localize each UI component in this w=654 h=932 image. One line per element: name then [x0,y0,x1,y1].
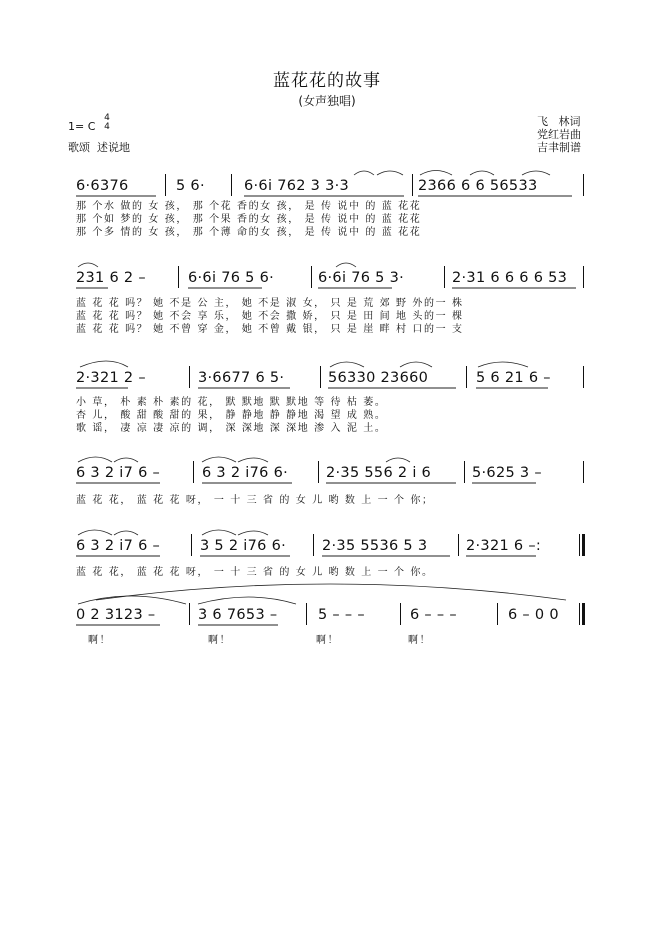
measure-r3-m1: 2·321 2 – [76,370,146,386]
barline [231,174,232,196]
barline [583,266,584,288]
song-subtitle: (女声独唱) [298,94,356,108]
barline [178,266,179,288]
barline [313,534,314,556]
measure-r6-m5: 6 – 0 0 [508,607,559,623]
measure-r1-m3: 6·6i 762 3 3·3 [244,178,350,194]
barline [583,366,584,388]
lyric-r2-v1: 蓝 花 花 吗？ 她 不是 公 主， 她 不是 淑 女， 只 是 荒 郊 野 外的一 株 [76,298,464,309]
slur [522,171,550,175]
lyric-r1-v1: 那 个水 做的 女 孩， 那 个花 香的女 孩， 是 传 说中 的 蓝 花花 [76,201,422,212]
measure-r5-m4: 2·321 6 –: [466,538,542,554]
time-signature [102,114,112,132]
slur [478,362,528,367]
slur [377,171,403,175]
slur [238,531,268,535]
barline [458,534,459,556]
slur [78,530,112,535]
slur [78,596,186,604]
measure-r2-m4: 2·31 6 6 6 6 53 [452,270,568,286]
measure-r2-m2: 6·6i 76 5 6· [188,270,275,286]
lyric-r6-ah-1: 啊！ [88,635,112,646]
slur [78,263,98,267]
barline [579,603,580,625]
measure-r4-m2: 6 3 2 i76 6· [202,465,289,481]
barline [583,461,584,483]
song-title: 蓝花花的故事 [273,71,381,91]
measure-r6-m2: 3 6 7653 – [198,607,278,623]
key-signature: 1= C [68,120,96,133]
measure-r5-m2: 3 5 2 i76 6· [200,538,287,554]
slur [336,263,356,267]
measure-r3-m3: 56330 23660 [328,370,429,386]
lyric-r6-ah-4: 啊！ [408,635,432,646]
barline [497,603,498,625]
measure-r5-m3: 2·35 5536 5 3 [322,538,428,554]
measure-r1-m1: 6·6376 [76,178,129,194]
barline [583,174,584,196]
measure-r1-m2: 5 6· [176,178,205,194]
measure-r3-m4: 5 6 21 6 – [476,370,551,386]
lyric-r2-v2: 蓝 花 花 吗？ 她 不会 享 乐， 她 不会 撒 娇， 只 是 田 间 地 头的一 棵 [76,311,464,322]
barline [579,534,580,556]
lyric-r6-ah-3: 啊！ [316,635,340,646]
barline [466,366,467,388]
lyric-r5-v1: 蓝 花 花， 蓝 花 花 呀， 一 十 三 省 的 女 儿 哟 数 上 一 个 你。 [76,567,434,578]
lyric-r1-v2: 那 个如 梦的 女 孩， 那 个果 香的女 孩， 是 传 说中 的 蓝 花花 [76,214,422,225]
measure-r6-m3: 5 – – – [318,607,365,623]
slur [114,458,138,462]
lyricist-credit: 飞 林词 [537,115,581,128]
lyric-r4-v1: 蓝 花 花， 蓝 花 花 呀， 一 十 三 省 的 女 儿 哟 数 上 一 个 你； [76,495,434,506]
slur [386,458,410,462]
slur [80,361,128,367]
slur [96,584,566,600]
lyric-r1-v3: 那 个多 情的 女 孩， 那 个薄 命的女 孩， 是 传 说中 的 蓝 花花 [76,227,422,238]
barline [320,366,321,388]
barline [189,603,190,625]
barline [193,461,194,483]
slur [114,531,138,535]
barline [400,603,401,625]
measure-r4-m4: 5·625 3 – [472,465,542,481]
slur [354,171,374,175]
measure-r2-m1: 231 6 2 – [76,270,146,286]
time-signature-top: 4 [104,113,110,123]
measure-r6-m1: 0 2 3123 – [76,607,156,623]
lyric-r3-v1: 小 草， 朴 素 朴 素的 花， 默 默地 默 默地 等 待 枯 萎。 [76,397,387,408]
lyric-r6-ah-2: 啊！ [208,635,232,646]
barline [311,266,312,288]
slur [238,458,268,462]
measure-r2-m3: 6·6i 76 5 3· [318,270,405,286]
slur [202,457,236,462]
slur [202,530,236,535]
barline [444,266,445,288]
slur [198,597,296,604]
final-barline [582,603,585,625]
measure-r4-m3: 2·35 556 2 i 6 [326,465,432,481]
performance-mood: 歌颂 述说地 [68,141,130,154]
barline [412,174,413,196]
slur [420,171,452,176]
composer-credit: 党红岩曲 [537,128,581,141]
barline [464,461,465,483]
barline [318,461,319,483]
slur [470,171,494,175]
measure-r5-m1: 6 3 2 i7 6 – [76,538,161,554]
measure-r3-m2: 3·6677 6 5· [198,370,285,386]
slur [78,457,112,462]
slur [330,362,364,367]
barline [189,366,190,388]
barline [165,174,166,196]
measure-r6-m4: 6 – – – [410,607,457,623]
lyric-r3-v3: 歌 谣， 凄 凉 凄 凉的 调， 深 深地 深 深地 渗 入 泥 土。 [76,423,387,434]
barline [191,534,192,556]
slur [400,362,432,367]
repeat-barline [582,534,585,556]
lyric-r2-v3: 蓝 花 花 吗？ 她 不曾 穿 金， 她 不曾 戴 银， 只 是 崖 畔 村 口的一 支 [76,324,464,335]
measure-r4-m1: 6 3 2 i7 6 – [76,465,161,481]
transcriber-credit: 吉聿制谱 [537,141,581,154]
time-signature-bottom: 4 [104,122,110,132]
barline [306,603,307,625]
lyric-r3-v2: 杏 儿， 酸 甜 酸 甜的 果， 静 静地 静 静地 渴 望 成 熟。 [76,410,387,421]
measure-r1-m4: 2366 6 6 56533 [418,178,538,194]
